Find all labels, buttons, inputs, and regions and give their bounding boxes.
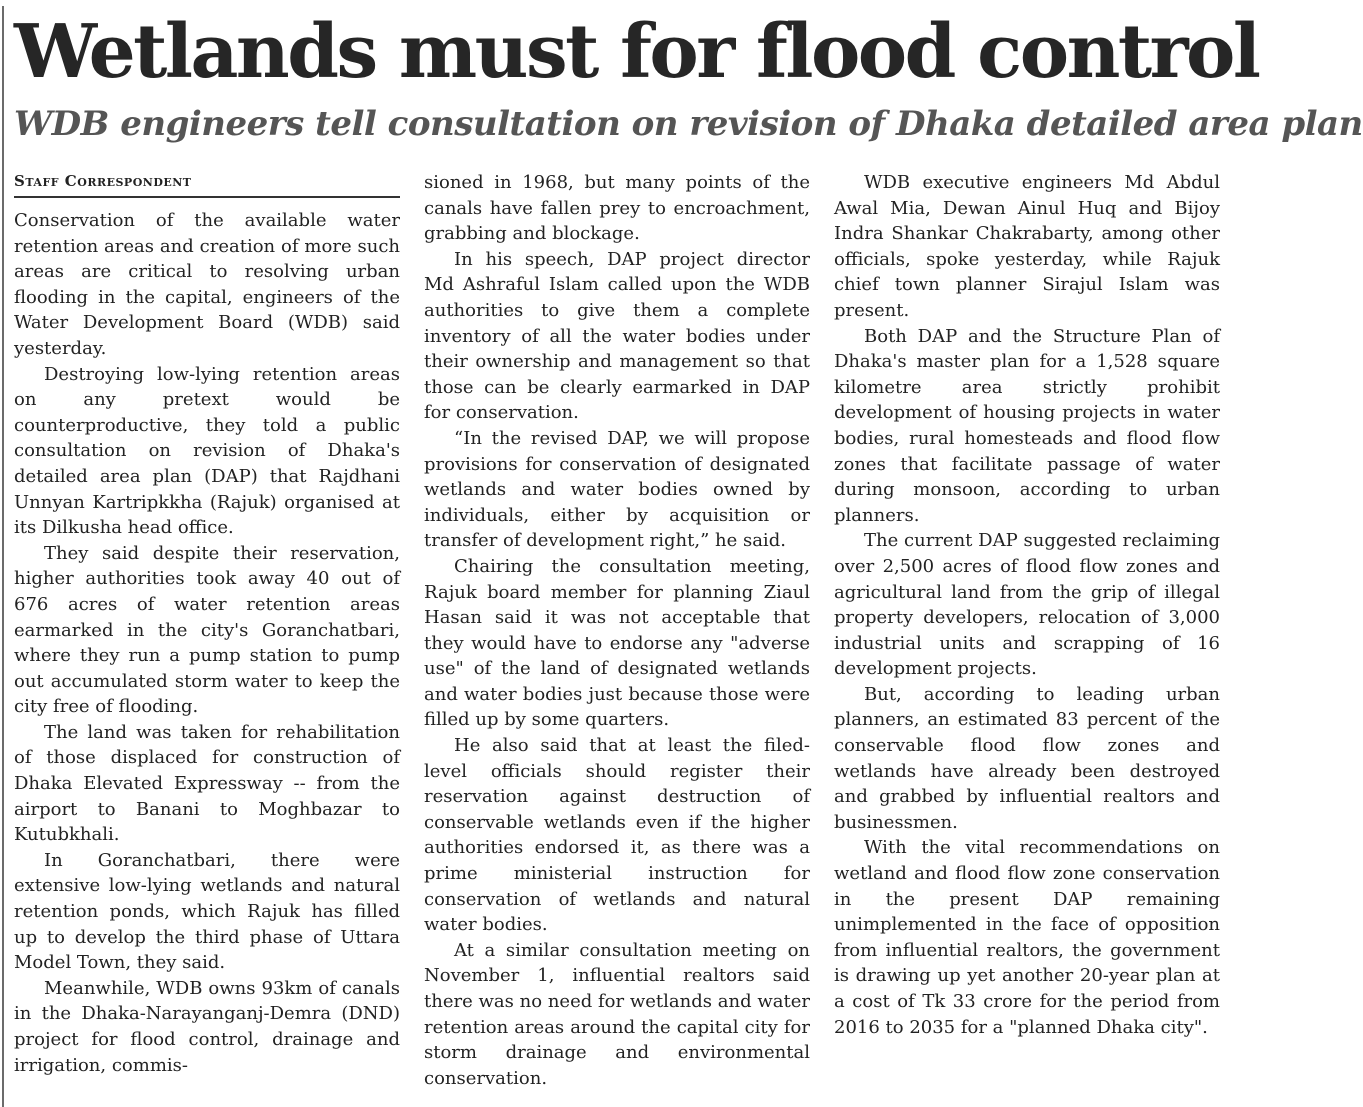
paragraph: In his speech, DAP project director Md Ashraful Islam called upon the WDB authorities to give them a complete inventory of all the water bodies under their ownership and management so that those can be clearly earmarked in DAP for conservation. [424,248,810,424]
article-column-1 [14,170,400,1091]
paragraph: He also said that at least the filed-level officials should register their reservation against destruction of conservable wetlands even if the higher authorities endorsed it, as there was a prime ministerial instruction for conservation of wetlands and natural water bodies. [424,735,810,936]
paragraph: sioned in 1968, but many points of the canals have fallen prey to encroachment, grabbing and blockage. [424,172,810,245]
paragraph: “In the revised DAP, we will propose provisions for conservation of designated wetlands and water bodies owned by individuals, either by acquisition or transfer of development right,” he said. [424,427,810,552]
article-body [14,170,1220,1091]
subheadline: WDB engineers tell consultation on revision of Dhaka detailed area plan [14,104,1363,144]
paragraph: Conservation of the available water retention areas and creation of more such areas are critical to resolving urban flooding in the capital, engineers of the Water Development Board (WDB) said yesterday. [14,210,400,359]
paragraph: WDB executive engineers Md Abdul Awal Mia, Dewan Ainul Huq and Bijoy Indra Shankar Chakrabarty, among other officials, spoke yesterday, while Rajuk chief town planner Sirajul Islam was present. [834,172,1220,321]
paragraph: Meanwhile, WDB owns 93km of canals in the Dhaka-Narayanganj-Demra (DND) project for flood control, drainage and irrigation, commis- [14,977,400,1076]
article-column-2 [424,170,810,1091]
paragraph: The land was taken for rehabilitation of those displaced for construction of Dhaka Elevated Expressway -- from the airport to Banani to Moghbazar to Kutubkhali. [14,721,400,846]
paragraph: At a similar consultation meeting on November 1, influential realtors said there was no need for wetlands and water retention areas around the capital city for storm drainage and environmental conservation. [424,939,810,1089]
paragraph: In Goranchatbari, there were extensive low-lying wetlands and natural retention ponds, which Rajuk has filled up to develop the third phase of Uttara Model Town, they said. [14,849,400,974]
paragraph: With the vital recommendations on wetland and flood flow zone conservation in the present DAP remaining unimplemented in the face of opposition from influential realtors, the government is drawing up yet another 20-year plan at a cost of Tk 33 crore for the period from 2016 to 2035 for a "planned Dhaka city". [834,837,1220,1038]
paragraph: They said despite their reservation, higher authorities took away 40 out of 676 acres of water retention areas earmarked in the city's Goranchatbari, where they run a pump station to pump out accumulated storm water to keep the city free of flooding. [14,542,400,718]
column-rule [2,6,4,1107]
headline: Wetlands must for flood control [14,9,1259,95]
article-column-3 [834,170,1220,1091]
paragraph: Both DAP and the Structure Plan of Dhaka's master plan for a 1,528 square kilometre area strictly prohibit development of housing projects in water bodies, rural homesteads and flood flow zones that facilitate passage of water during monsoon, according to urban planners. [834,325,1220,526]
newspaper-clipping [0,6,1363,1107]
paragraph: Destroying low-lying retention areas on any pretext would be counterproductive, they told a public consultation on revision of Dhaka's detailed area plan (DAP) that Rajdhani Unnyan Kartripkkha (Rajuk) organised at its Dilkusha head office. [14,363,400,539]
paragraph: The current DAP suggested reclaiming over 2,500 acres of flood flow zones and agricultural land from the grip of illegal property developers, relocation of 3,000 industrial units and scrapping of 16 development projects. [834,530,1220,680]
byline: Staff Correspondent [14,170,400,198]
paragraph: But, according to leading urban planners, an estimated 83 percent of the conservable flood flow zones and wetlands have already been destroyed and grabbed by influential realtors and businessmen. [834,683,1220,833]
paragraph: Chairing the consultation meeting, Rajuk board member for planning Ziaul Hasan said it was not acceptable that they would have to endorse any "adverse use" of the land of designated wetlands and water bodies just because those were filled up by some quarters. [424,555,810,731]
